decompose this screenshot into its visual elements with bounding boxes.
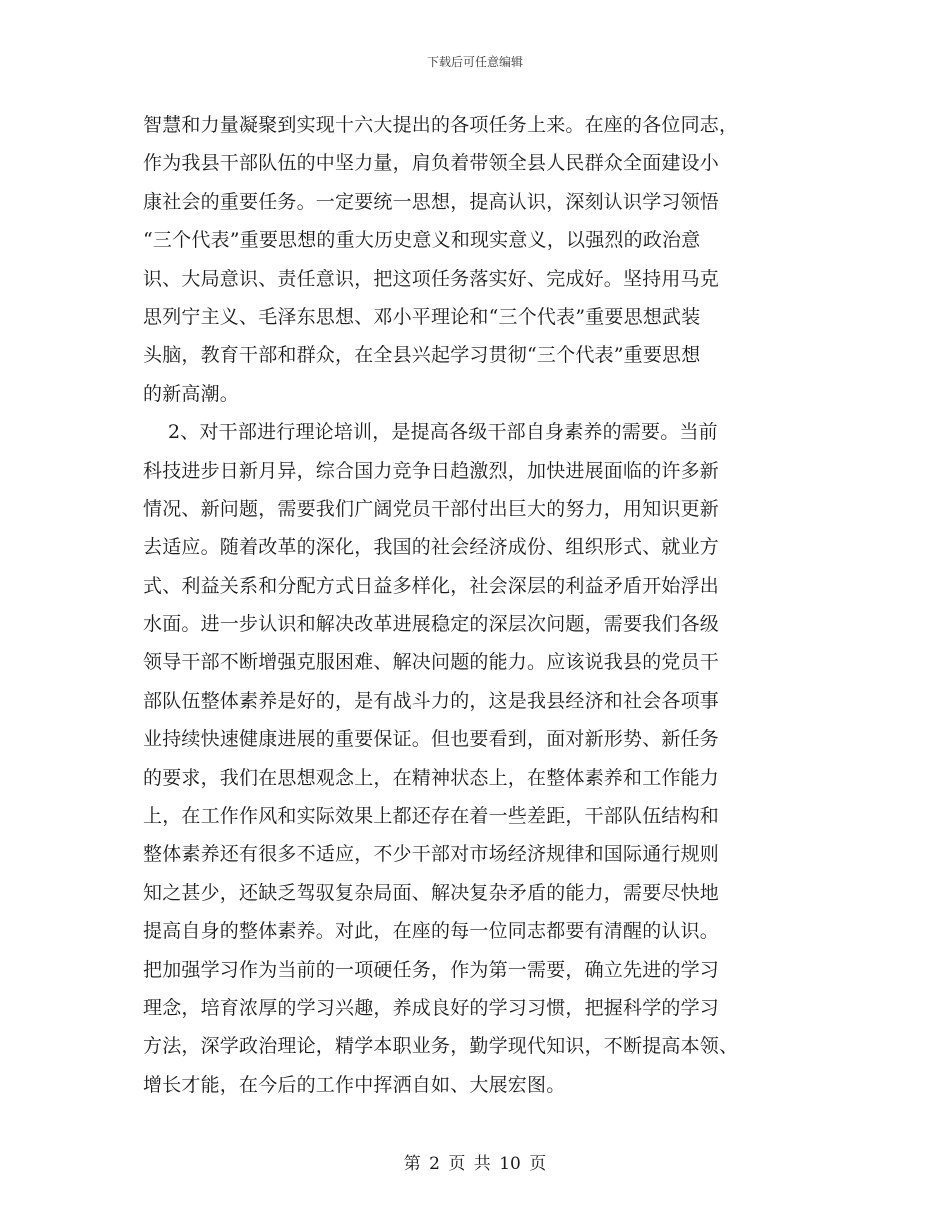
text-line: 去适应。随着改革的深化，我国的社会经济成份、组织形式、就业方: [143, 536, 720, 559]
text-line: 知之甚少，还缺乏驾驭复杂局面、解决复杂矛盾的能力，需要尽快地: [143, 881, 720, 904]
text-line: 业持续快速健康进展的重要保证。但也要看到，面对新形势、新任务: [143, 728, 720, 751]
document-body: [143, 106, 808, 1104]
page-header-note: 下载后可任意编辑: [426, 55, 523, 69]
text-line: 整体素养还有很多不适应，不少干部对市场经济规律和国际通行规则: [143, 843, 720, 866]
paragraph-1: [143, 106, 808, 413]
text-line: 方法，深学政治理论，精学本职业务，勤学现代知识，不断提高本领、: [143, 1035, 739, 1058]
text-line: 科技进步日新月异，综合国力竞争日趋激烈，加快进展面临的许多新: [143, 459, 720, 482]
text-line: 情况、新问题，需要我们广阔党员干部付出巨大的努力，用知识更新: [143, 497, 720, 520]
paragraph-2: [143, 413, 808, 1104]
text-line: 增长才能，在今后的工作中挥洒自如、大展宏图。: [143, 1073, 566, 1096]
text-line: 思列宁主义、毛泽东思想、邓小平理论和“三个代表”重要思想武装: [143, 305, 701, 328]
text-line: 式、利益关系和分配方式日益多样化，社会深层的利益矛盾开始浮出: [143, 574, 720, 597]
text-line: 领导干部不断增强克服困难、解决问题的能力。应该说我县的党员干: [143, 651, 720, 674]
text-line: 把加强学习作为当前的一项硬任务，作为第一需要，确立先进的学习: [143, 958, 720, 981]
text-line: 理念，培育浓厚的学习兴趣，养成良好的学习习惯，把握科学的学习: [143, 996, 720, 1019]
text-line: 智慧和力量凝聚到实现十六大提出的各项任务上来。在座的各位同志，: [143, 114, 739, 136]
text-line: 头脑，教育干部和群众，在全县兴起学习贯彻“三个代表”重要思想: [143, 344, 701, 367]
text-line: 部队伍整体素养是好的，是有战斗力的，这是我县经济和社会各项事: [143, 689, 720, 712]
text-line: 提高自身的整体素养。对此，在座的每一位同志都要有清醒的认识。: [143, 920, 720, 943]
text-line: 水面。进一步认识和解决改革进展稳定的深层次问题，需要我们各级: [143, 613, 720, 636]
text-line: 的新高潮。: [143, 382, 240, 405]
text-line: 上，在工作作风和实际效果上都还存在着一些差距，干部队伍结构和: [143, 805, 720, 828]
text-line: 康社会的重要任务。一定要统一思想，提高认识，深刻认识学习领悟: [143, 190, 720, 213]
text-line: 的要求，我们在思想观念上，在精神状态上，在整体素养和工作能力: [143, 766, 720, 789]
page-number: 第 2 页 共 10 页: [403, 1154, 547, 1174]
text-line: “三个代表”重要思想的重大历史意义和现实意义，以强烈的政治意: [143, 229, 701, 252]
text-line: 2、对干部进行理论培训，是提高各级干部自身素养的需要。当前: [143, 421, 718, 444]
text-line: 识、大局意识、责任意识，把这项任务落实好、完成好。坚持用马克: [143, 267, 720, 290]
text-line: 作为我县干部队伍的中坚力量，肩负着带领全县人民群众全面建设小: [143, 152, 720, 175]
